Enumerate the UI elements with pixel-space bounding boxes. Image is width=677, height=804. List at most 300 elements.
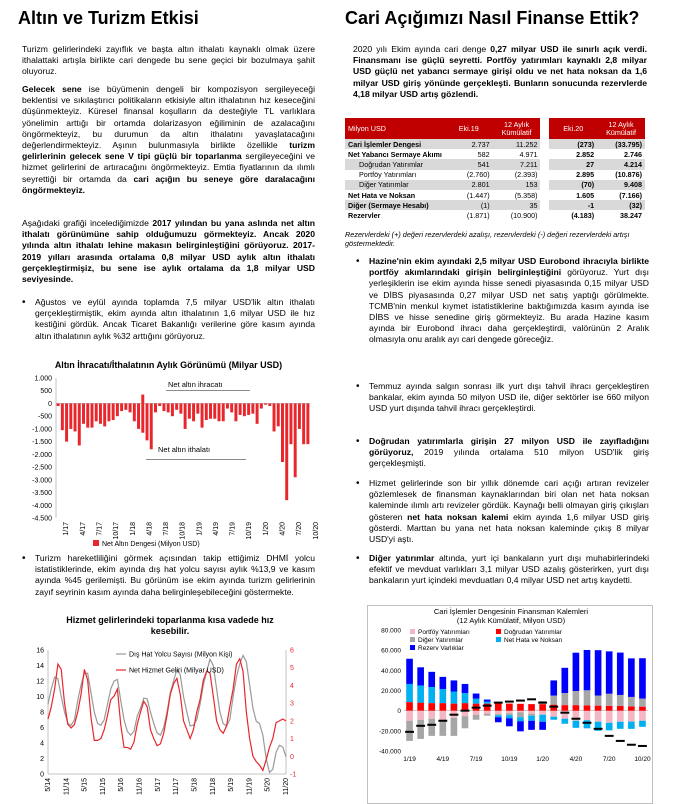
y-tick-label: 80.000 bbox=[381, 627, 401, 635]
stack-segment bbox=[506, 718, 513, 726]
y-tick-label: -1.000 bbox=[32, 426, 52, 434]
bar bbox=[243, 403, 246, 416]
stack-segment bbox=[539, 715, 546, 722]
legend-swatch bbox=[496, 637, 501, 642]
stack-segment bbox=[462, 684, 469, 693]
legend-swatch bbox=[410, 645, 415, 650]
x-tick-label: 10/20 bbox=[634, 756, 651, 763]
stack-segment bbox=[406, 702, 413, 711]
stack-segment bbox=[484, 702, 491, 704]
table-row-label: Rezervler bbox=[345, 210, 445, 220]
table-cell: 2.852 bbox=[549, 149, 597, 159]
right-bullet-5 bbox=[356, 553, 649, 587]
x-tick-label: 10/17 bbox=[113, 522, 121, 540]
stack-segment bbox=[495, 717, 502, 722]
table-row-label: Diğer (Sermaye Hesabı) bbox=[345, 200, 445, 210]
y-tick-label: 0 bbox=[48, 400, 52, 408]
stack-segment bbox=[628, 711, 635, 722]
table-cell: 7.211 bbox=[493, 159, 541, 169]
stack-segment bbox=[617, 711, 624, 722]
stack-segment bbox=[406, 721, 413, 741]
bar bbox=[281, 403, 284, 462]
stack-segment bbox=[584, 690, 591, 705]
bar bbox=[222, 403, 225, 421]
legend-swatch bbox=[410, 629, 415, 634]
table-cell: 541 bbox=[445, 159, 493, 169]
stack-segment bbox=[417, 667, 424, 685]
stack-segment bbox=[628, 706, 635, 710]
x-tick-label: 4/20 bbox=[279, 522, 287, 536]
table-row-label: Diğer Yatırımlar bbox=[345, 180, 445, 190]
legend-label: Diğer Yatırımlar bbox=[418, 637, 463, 644]
stack-segment bbox=[528, 716, 535, 721]
bar bbox=[277, 403, 280, 426]
table-cell: (5.358) bbox=[493, 190, 541, 200]
left-tick-label: 0 bbox=[40, 771, 44, 779]
p3-bold: 2017 yılından bu yana aslında net altın ithalatı görünümüne sahip olduğumuzu görmekteyiz. Ancak 2020 yılında altın ithalatı lehine makasın belirginleştiğini görüyoruz. 2017-2019 yılları arasında ortalama 0,8 milyar USD aylık altın ithalatı gerçekleştirmişiz, bu sene ise aylık ortalama da 1,8 milyar USD seviyesinde. bbox=[22, 218, 315, 285]
stack-segment bbox=[573, 721, 580, 728]
bar bbox=[103, 403, 106, 426]
table-cell: (33.795) bbox=[597, 139, 645, 149]
bar bbox=[230, 403, 233, 412]
x-tick-label: 5/19 bbox=[228, 778, 236, 792]
bar bbox=[82, 403, 85, 423]
bar bbox=[306, 403, 309, 444]
b4-bold: net hata noksan kalemi bbox=[407, 511, 509, 522]
x-tick-label: 4/19 bbox=[436, 756, 450, 763]
x-tick-label: 7/19 bbox=[469, 756, 483, 763]
stack-segment bbox=[550, 705, 557, 711]
bar bbox=[264, 403, 267, 404]
p3-text: Aşağıdaki grafiği incelediğimizde bbox=[22, 218, 153, 228]
stack-segment bbox=[639, 711, 646, 721]
x-tick-label: 4/20 bbox=[569, 756, 583, 763]
bar bbox=[239, 403, 242, 414]
y-tick-label: 0 bbox=[397, 708, 401, 716]
stack-segment bbox=[473, 699, 480, 704]
y-tick-label: -1.500 bbox=[32, 439, 52, 447]
bar bbox=[141, 395, 144, 404]
b4-text-1: Hizmet gelirlerinde son bir yıllık dönemde cari açığı artıran revizeler gözlemlesek de finansman kaynaklarından biri olan net hata noksan kaleminde ılımlı artı revizeler gördük. Kaynağı belli olmayan giriş çıkışları gösteren bbox=[369, 478, 649, 522]
x-tick-label: 1/20 bbox=[536, 756, 549, 763]
x-tick-label: 1/19 bbox=[403, 756, 416, 763]
stack-segment bbox=[462, 716, 469, 728]
table-header-cell: 12 Aylık Kümülatif bbox=[493, 118, 541, 139]
bar bbox=[86, 403, 89, 427]
stack-segment bbox=[517, 711, 524, 713]
financing-chart-title-line1: Cari İşlemler Dengesinin Finansman Kalemleri bbox=[433, 607, 589, 616]
stack-segment bbox=[495, 714, 502, 715]
bar bbox=[192, 403, 195, 421]
stack-segment bbox=[617, 706, 624, 711]
bar bbox=[137, 403, 140, 428]
bullet-dot: • bbox=[356, 436, 360, 447]
stack-segment bbox=[439, 703, 446, 711]
stack-segment bbox=[428, 687, 435, 703]
table-row-label: Doğrudan Yatırımlar bbox=[345, 159, 445, 169]
intro-bold: 0,27 milyar USD ile sınırlı açık verdi. Finansmanı ise güçlü seyretti. Portföy yatırımları kaynaklı 2,8 milyar USD güçlü net yabancı sermaye girişi oldu ve net hata noksan da 1,6 milyar USD giriş yönünde gerçekleşti. Bunların sonucunda rezervlerde 4,18 milyar USD artış gözlendi. bbox=[353, 44, 647, 99]
bullet-dot: • bbox=[22, 297, 26, 308]
x-tick-label: 1/18 bbox=[129, 522, 137, 536]
left-tick-label: 14 bbox=[36, 663, 44, 670]
right-bullet-4 bbox=[356, 478, 649, 545]
stack-segment bbox=[451, 692, 458, 704]
bar bbox=[247, 403, 250, 414]
table-cell: 2.746 bbox=[597, 149, 645, 159]
x-tick-label: 11/18 bbox=[209, 778, 217, 795]
x-tick-label: 4/17 bbox=[79, 522, 87, 536]
table-cell: (10.900) bbox=[493, 210, 541, 220]
table-cell: (10.876) bbox=[597, 170, 645, 180]
x-tick-label: 5/15 bbox=[81, 778, 89, 792]
table-cell: 2.895 bbox=[549, 170, 597, 180]
stack-segment bbox=[573, 705, 580, 711]
stack-segment bbox=[462, 703, 469, 711]
bar bbox=[69, 403, 72, 428]
table-cell: 35 bbox=[493, 200, 541, 210]
x-tick-label: 11/19 bbox=[246, 778, 254, 795]
bar bbox=[146, 403, 149, 440]
stack-segment bbox=[484, 700, 491, 702]
y-tick-label: -3.500 bbox=[32, 490, 52, 498]
legend-label: Portföy Yatırımları bbox=[418, 629, 470, 636]
table-row bbox=[345, 180, 645, 190]
stack-segment bbox=[606, 706, 613, 711]
stack-segment bbox=[428, 672, 435, 687]
x-tick-label: 10/19 bbox=[246, 522, 254, 540]
stack-segment bbox=[484, 711, 491, 714]
stack-segment bbox=[528, 721, 535, 730]
stack-segment bbox=[561, 668, 568, 693]
stack-segment bbox=[506, 704, 513, 711]
table-header-cell: Milyon USD bbox=[345, 118, 445, 139]
x-tick-label: 7/20 bbox=[602, 756, 616, 763]
stack-segment bbox=[550, 711, 557, 717]
right-tick-label: 2 bbox=[290, 718, 294, 726]
stack-segment bbox=[517, 704, 524, 711]
stack-segment bbox=[573, 653, 580, 691]
bar bbox=[74, 403, 77, 431]
table-cell: 582 bbox=[445, 149, 493, 159]
stack-segment bbox=[484, 714, 491, 716]
bar bbox=[133, 403, 136, 421]
table-cell: 11.252 bbox=[493, 139, 541, 149]
bar bbox=[196, 403, 199, 413]
x-tick-label: 11/14 bbox=[63, 778, 71, 795]
bar bbox=[162, 403, 165, 411]
service-income-line bbox=[48, 659, 286, 771]
table-cell: 9.408 bbox=[597, 180, 645, 190]
table-cell: (1.871) bbox=[445, 210, 493, 220]
stack-segment bbox=[406, 711, 413, 721]
table-cell: 27 bbox=[549, 159, 597, 169]
stack-segment bbox=[428, 711, 435, 719]
b1-text: görüyoruz. Yurt dışı yerleşiklerin ise ekim ayında hisse senedi piyasasında 0,15 milyar USD ve DİBS piyasasında 0,27 milyar USD net satış yaptığı görülmekte. TCMB'nin menkul kıymet istatistiklerine baktığımızda kasım ayında ise DİBS ve hisse senedine giriş görmekteyiz. Bu arada Hazine kasım ayında bir Eurobond ihracı daha gerçekleştirdi, valörünün 2 Aralık olmasıyla onu aralık ayı cari dengede göreceğiz. bbox=[369, 267, 650, 345]
x-tick-label: 7/18 bbox=[163, 522, 171, 536]
table-header-row bbox=[345, 118, 645, 139]
legend-label-1: Dış Hat Yolcu Sayısı (Milyon Kişi) bbox=[129, 651, 233, 659]
table-cell: 1.605 bbox=[549, 190, 597, 200]
stack-segment bbox=[417, 685, 424, 702]
p2-bold-3: cari açığın bu seneye göre daralacağını öngörmekteyiz. bbox=[22, 173, 315, 195]
bar bbox=[226, 403, 229, 408]
table-gap bbox=[540, 139, 549, 149]
bullet-dot: • bbox=[356, 256, 360, 267]
stack-segment bbox=[406, 659, 413, 684]
stack-segment bbox=[617, 722, 624, 729]
x-tick-label: 11/15 bbox=[99, 778, 107, 795]
bar bbox=[116, 403, 119, 416]
stack-segment bbox=[428, 703, 435, 711]
stack-segment bbox=[639, 721, 646, 727]
stack-segment bbox=[595, 711, 602, 722]
y-tick-label: 60.000 bbox=[381, 647, 401, 655]
bullet-dot: • bbox=[356, 478, 360, 489]
bar bbox=[61, 403, 64, 430]
stack-segment bbox=[506, 713, 513, 715]
stack-segment bbox=[561, 705, 568, 711]
table-cell: 2.801 bbox=[445, 180, 493, 190]
bar bbox=[171, 403, 174, 416]
table-cell: (1) bbox=[445, 200, 493, 210]
bar bbox=[302, 403, 305, 444]
bar bbox=[289, 403, 292, 444]
stack-segment bbox=[639, 699, 646, 707]
legend-swatch bbox=[93, 540, 99, 546]
y-tick-label: -3.000 bbox=[32, 477, 52, 485]
right-tick-label: 5 bbox=[290, 665, 294, 673]
gold-balance-chart bbox=[18, 372, 318, 552]
stack-segment bbox=[539, 704, 546, 711]
stack-segment bbox=[462, 693, 469, 703]
table-header-cell: Eki.20 bbox=[549, 118, 597, 139]
bar bbox=[298, 403, 301, 428]
x-tick-label: 10/18 bbox=[179, 522, 187, 540]
table-cell: 2.737 bbox=[445, 139, 493, 149]
financing-table-body bbox=[345, 118, 645, 221]
stack-segment bbox=[417, 703, 424, 711]
right-title: Cari Açığımızı Nasıl Finanse Ettik? bbox=[345, 8, 640, 28]
p2-text-2: sergileyeceğini ve hizmet gelirlerini de artıracağını öngörmekteyiz. Emtia fiyatlarının da ılımlı seyrettiği bir ortamda da bbox=[22, 151, 315, 184]
right-tick-label: 3 bbox=[290, 700, 294, 708]
left-paragraph-2 bbox=[22, 84, 315, 196]
stack-segment bbox=[595, 696, 602, 706]
stack-segment bbox=[561, 693, 568, 705]
table-header-cell: Eki.19 bbox=[445, 118, 493, 139]
table-row bbox=[345, 159, 645, 169]
stack-segment bbox=[506, 715, 513, 718]
stack-segment bbox=[517, 721, 524, 731]
x-tick-label: 5/17 bbox=[154, 778, 162, 792]
table-gap bbox=[540, 190, 549, 200]
stack-segment bbox=[417, 711, 424, 720]
b5-bold: Diğer yatırımlar bbox=[369, 553, 435, 563]
stack-segment bbox=[617, 695, 624, 706]
table-row bbox=[345, 210, 645, 220]
bar bbox=[184, 403, 187, 428]
y-tick-label: -500 bbox=[37, 413, 52, 421]
table-note: Rezervlerdeki (+) değeri rezervlerdeki azalışı, rezervlerdeki (-) değeri rezervlerdeki artışı göstermektedir. bbox=[345, 230, 630, 248]
bar bbox=[294, 403, 297, 477]
p2-text-1: ise büyümenin dengeli bir kompozisyon sergileyeceği beklentisi ve sıkılaştırıcı politikaların etkisiyle altın ithalatının hız keseceğini düşünmekteyiz. Küresel finansal koşulların da desteğiyle TL varlıklara yönelimin arttığı bir ortamda dolarizasyon eğiliminin de azalacağını öngörmekteyiz, bu durumun da altın ithalatını yavaşlatacağını değerlendirmekteyiz. Aşının bulunmasıyla birlikte özellikle bbox=[22, 84, 315, 151]
bar bbox=[91, 403, 94, 427]
x-tick-label: 10/19 bbox=[501, 756, 518, 763]
bullet-dot: • bbox=[356, 381, 360, 392]
bullet-1-text: Ağustos ve eylül ayında toplamda 7,5 milyar USD'lik altın ithalatı gerçekleştirmiştik, ekim ayında altın ithalatının 1,6 milyar USD ile hız kestiğini gördük. Ancak Ticaret Bakanlığı verilerine göre kasım ayında altın ithalatının aylık %32 arttığını görüyoruz. bbox=[35, 297, 315, 341]
left-tick-label: 12 bbox=[36, 678, 44, 686]
stack-segment bbox=[439, 677, 446, 689]
b5-text: altında, yurt içi bankaların yurt dışı muhabirlerindeki efektif ve mevduat varlıkları 3,1 milyar USD azalış gösterirken, yurt dışı bankaların yurt içindeki mevduatları 0,4 milyar USD net artış kaydetti. bbox=[369, 553, 649, 586]
table-row bbox=[345, 139, 645, 149]
financing-chart-subtitle: (12 Aylık Kümülatif, Milyon USD) bbox=[456, 616, 566, 625]
stack-segment bbox=[495, 711, 502, 715]
y-tick-label: -2.000 bbox=[32, 451, 52, 459]
stack-segment bbox=[584, 711, 591, 721]
stack-segment bbox=[439, 711, 446, 720]
legend-label: Net Altın Dengesi (Milyon USD) bbox=[102, 541, 200, 548]
legend-label: Rezerv Varlıklar bbox=[418, 645, 464, 652]
stack-segment bbox=[561, 719, 568, 724]
x-tick-label: 5/18 bbox=[191, 778, 199, 792]
x-tick-label: 10/20 bbox=[312, 522, 320, 540]
x-tick-label: 7/20 bbox=[296, 522, 304, 536]
table-gap bbox=[540, 200, 549, 210]
legend-swatch bbox=[496, 629, 501, 634]
tourism-chart-title: Hizmet gelirlerindeki toparlanma kısa vadede hız kesebilir. bbox=[66, 615, 274, 636]
stack-segment bbox=[550, 696, 557, 705]
left-bullet-2 bbox=[22, 553, 315, 598]
bar bbox=[120, 403, 123, 411]
table-row bbox=[345, 170, 645, 180]
tourism-chart bbox=[18, 638, 318, 804]
table-row bbox=[345, 149, 645, 159]
stack-segment bbox=[528, 714, 535, 716]
bar bbox=[158, 403, 161, 406]
bar bbox=[78, 403, 81, 445]
table-cell: (273) bbox=[549, 139, 597, 149]
p2-bold-1: Gelecek sene bbox=[22, 84, 82, 94]
stack-segment bbox=[628, 722, 635, 729]
bar bbox=[107, 403, 110, 421]
legend-swatch bbox=[410, 637, 415, 642]
stack-segment bbox=[606, 651, 613, 693]
stack-segment bbox=[584, 705, 591, 710]
table-row-label: Portföy Yatırımları bbox=[345, 170, 445, 180]
right-tick-label: 1 bbox=[290, 736, 294, 744]
x-tick-label: 1/20 bbox=[262, 522, 270, 536]
bar bbox=[209, 403, 212, 418]
stack-segment bbox=[428, 719, 435, 736]
table-cell: (70) bbox=[549, 180, 597, 190]
bar bbox=[218, 403, 221, 421]
right-intro bbox=[353, 44, 647, 100]
table-header-cell: 12 Aylık Kümülatif bbox=[597, 118, 645, 139]
right-bullet-3 bbox=[356, 436, 649, 470]
left-paragraph-1: Turizm gelirlerindeki zayıflık ve başta altın ithalatı kaynaklı olmak üzere ithalattaki artışla birlikte cari dengede bu sene geçici bir bozulmaya şahit oluyoruz. bbox=[22, 44, 315, 77]
bar bbox=[205, 403, 208, 420]
left-tick-label: 6 bbox=[40, 725, 44, 732]
table-gap bbox=[540, 159, 549, 169]
b1-bold: Hazine'nin ekim ayındaki 2,5 milyar USD Eurobond ihracıyla birlikte portföy akımlarındaki girişin belirginleştiğini bbox=[369, 256, 649, 278]
table-gap bbox=[540, 170, 549, 180]
table-row-label: Net Yabancı Sermaye Akımı bbox=[345, 149, 445, 159]
bar bbox=[188, 403, 191, 418]
stack-segment bbox=[473, 711, 480, 715]
bar bbox=[141, 403, 144, 432]
table-row-label: Net Hata ve Noksan bbox=[345, 190, 445, 200]
stack-segment bbox=[606, 723, 613, 731]
stack-segment bbox=[439, 720, 446, 736]
right-tick-label: 6 bbox=[290, 647, 294, 655]
stack-segment bbox=[539, 711, 546, 715]
legend-label-2: Net Hizmet Geliri (Milyar USD) bbox=[129, 667, 224, 675]
table-row bbox=[345, 190, 645, 200]
b2-text: Temmuz ayında salgın sonrası ilk yurt dışı tahvil ihracı gerçekleştiren bankalar, ekim ayında 50 milyon USD ile, diğer sektörler ise 660 milyon USD yurt dışında tahvil ihracı gerçekleştirdi. bbox=[369, 381, 649, 414]
bar bbox=[129, 403, 132, 412]
x-tick-label: 4/19 bbox=[212, 522, 220, 536]
stack-segment bbox=[573, 691, 580, 705]
table-cell: (2.760) bbox=[445, 170, 493, 180]
stack-segment bbox=[606, 694, 613, 706]
stack-segment bbox=[584, 720, 591, 728]
x-tick-label: 11/16 bbox=[136, 778, 144, 795]
b3-bold: Doğrudan yatırımlarla girişin 27 milyon USD ile zayıfladığını görüyoruz, bbox=[369, 436, 649, 458]
x-tick-label: 5/20 bbox=[264, 778, 272, 792]
bar bbox=[57, 403, 60, 406]
stack-segment bbox=[495, 715, 502, 717]
right-tick-label: 4 bbox=[290, 682, 294, 690]
financing-table bbox=[345, 118, 645, 221]
x-tick-label: 7/17 bbox=[96, 522, 104, 536]
right-bullet-2 bbox=[356, 381, 649, 415]
stack-segment bbox=[528, 711, 535, 714]
left-title: Altın ve Turizm Etkisi bbox=[18, 8, 199, 28]
b4-text-2: ekim ayında 1,6 milyar USD giriş gösterdi. Marttan bu yana net hata noksan kaleminde çıkış 8 milyar USD'yi aştı. bbox=[369, 511, 649, 545]
right-bullet-1 bbox=[356, 256, 650, 346]
stack-segment bbox=[550, 680, 557, 695]
left-tick-label: 2 bbox=[40, 756, 44, 763]
stack-segment bbox=[528, 704, 535, 711]
stack-segment bbox=[439, 689, 446, 703]
bar bbox=[273, 403, 276, 431]
financing-chart bbox=[368, 626, 654, 804]
y-tick-label: -40.000 bbox=[378, 748, 401, 756]
legend-label: Doğrudan Yatırımlar bbox=[504, 629, 562, 636]
bar bbox=[260, 403, 263, 408]
bar bbox=[175, 403, 178, 409]
table-cell: (32) bbox=[597, 200, 645, 210]
stack-segment bbox=[406, 684, 413, 702]
table-row-label: Cari İşlemler Dengesi bbox=[345, 139, 445, 149]
annotation-net-import: Net altın ithalatı bbox=[158, 444, 211, 454]
x-tick-label: 5/16 bbox=[118, 778, 126, 792]
bar bbox=[251, 403, 254, 413]
gold-chart-title: Altın İhracatı/İthalatının Aylık Görünümü (Milyar USD) bbox=[54, 360, 283, 370]
table-cell: 4.971 bbox=[493, 149, 541, 159]
stack-segment bbox=[628, 658, 635, 697]
x-tick-label: 1/19 bbox=[196, 522, 204, 536]
stack-segment bbox=[451, 680, 458, 691]
bar bbox=[65, 403, 68, 441]
stack-segment bbox=[495, 703, 502, 710]
right-tick-label: 0 bbox=[290, 753, 294, 761]
bar bbox=[99, 403, 102, 423]
y-tick-label: -4.000 bbox=[32, 502, 52, 510]
y-tick-label: -2.500 bbox=[32, 464, 52, 472]
y-tick-label: 1.000 bbox=[34, 375, 52, 383]
table-cell: 153 bbox=[493, 180, 541, 190]
table-cell: (7.166) bbox=[597, 190, 645, 200]
